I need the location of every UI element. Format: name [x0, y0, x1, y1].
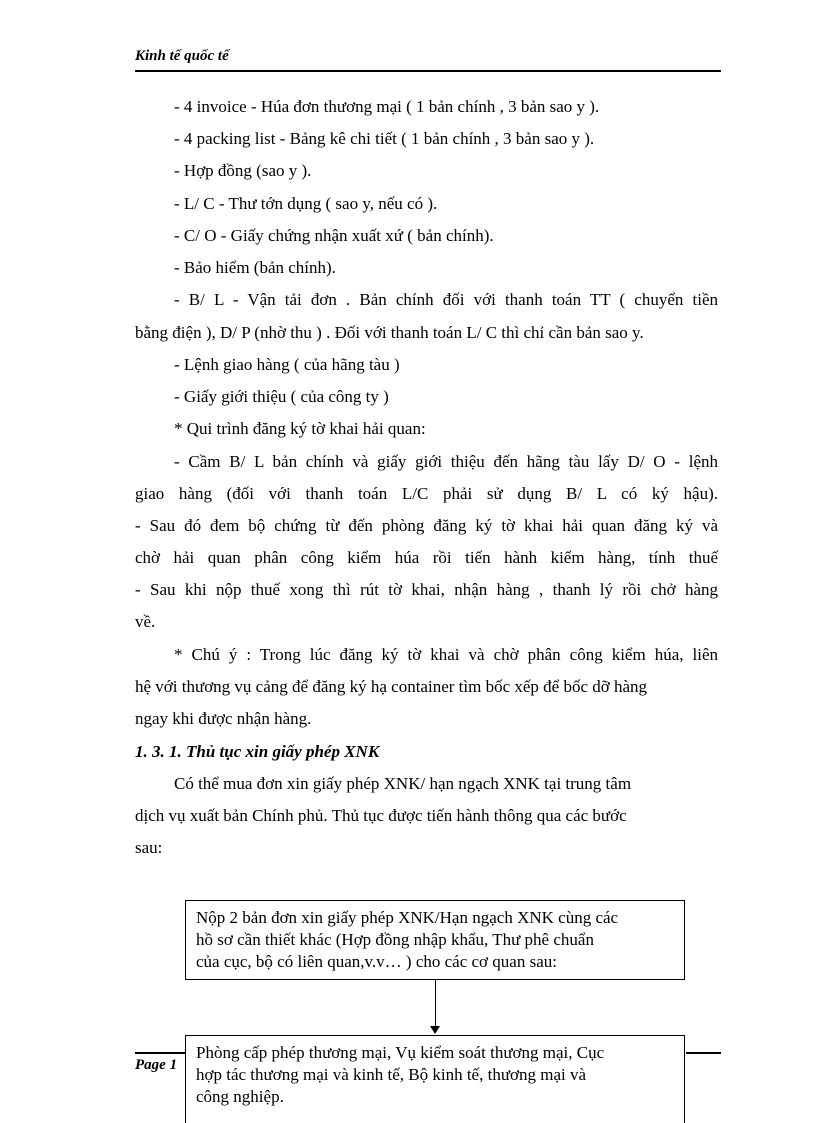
flow-box-line: công nghiệp. [196, 1087, 284, 1106]
doc-line: - 4 invoice - Húa đơn thương mại ( 1 bản chính , 3 bản sao y ). [174, 97, 600, 116]
doc-line: - Bảo hiểm (bản chính). [174, 258, 336, 277]
doc-line: - Giấy giới thiệu ( của công ty ) [174, 387, 389, 406]
doc-line: - Hợp đồng (sao y ). [174, 161, 312, 180]
doc-line: * Qui trình đăng ký tờ khai hải quan: [174, 419, 426, 438]
flow-box-agencies [185, 1035, 685, 1123]
section-heading: 1. 3. 1. Thủ tục xin giấy phép XNK [135, 742, 380, 761]
header-rule [135, 70, 721, 72]
footer-rule [135, 1052, 187, 1054]
doc-line: - L/ C - Thư tớn dụng ( sao y, nếu có ). [174, 194, 438, 213]
flow-box-line: Nộp 2 bản đơn xin giấy phép XNK/Hạn ngạch XNK cùng các [196, 908, 619, 927]
flow-box-line: Phòng cấp phép thương mại, Vụ kiểm soát thương mại, Cục [196, 1043, 605, 1062]
flow-box-line: hồ sơ cần thiết khác (Hợp đồng nhập khẩu, Thư phê chuẩn [196, 930, 594, 949]
footer-page-label: Page 1 [135, 1057, 178, 1073]
doc-line: - Sau đó đem bộ chứng từ đến phòng đăng ký tờ khai hải quan đăng ký và [135, 516, 718, 535]
doc-line: về. [135, 612, 156, 631]
header-title: Kinh tế quốc tế [135, 48, 229, 64]
footer-rule [686, 1052, 721, 1054]
doc-line: chờ hải quan phân công kiểm húa rồi tiến hành kiểm hàng, tính thuế [135, 548, 718, 567]
doc-line: giao hàng (đối với thanh toán L/C phải sử dụng B/ L có ký hậu). [135, 484, 718, 503]
doc-line: ngay khi được nhận hàng. [135, 709, 312, 728]
doc-line: hệ với thương vụ cảng để đăng ký hạ container tìm bốc xếp để bốc dỡ hàng [135, 677, 648, 696]
doc-line: * Chú ý : Trong lúc đăng ký tờ khai và chờ phân công kiểm húa, liên [174, 645, 718, 664]
flow-arrow-line [435, 980, 436, 1028]
flow-arrow-head [430, 1026, 440, 1034]
doc-line: bằng điện ), D/ P (nhờ thu ) . Đối với thanh toán L/ C thì chỉ cần bản sao y. [135, 323, 644, 342]
section-line: dịch vụ xuất bản Chính phủ. Thủ tục được tiến hành thông qua các bước [135, 806, 627, 825]
doc-line: - 4 packing list - Bảng kê chi tiết ( 1 bản chính , 3 bản sao y ). [174, 129, 595, 148]
doc-line: - Cầm B/ L bản chính và giấy giới thiệu đến hãng tàu lấy D/ O - lệnh [174, 452, 718, 471]
doc-line: - Sau khi nộp thuế xong thì rút tờ khai, nhận hàng , thanh lý rồi chở hàng [135, 580, 718, 599]
doc-line: - Lệnh giao hàng ( của hãng tàu ) [174, 355, 400, 374]
doc-line: - B/ L - Vận tải đơn . Bản chính đối với thanh toán TT ( chuyển tiền [174, 290, 718, 309]
flow-box-submit [185, 900, 685, 980]
flow-box-line: của cục, bộ có liên quan,v.v… ) cho các cơ quan sau: [196, 952, 557, 971]
section-line: Có thể mua đơn xin giấy phép XNK/ hạn ngạch XNK tại trung tâm [174, 774, 632, 793]
flow-box-line: hợp tác thương mại và kinh tế, Bộ kinh tế, thương mại và [196, 1065, 587, 1084]
section-line: sau: [135, 838, 163, 857]
doc-line: - C/ O - Giấy chứng nhận xuất xứ ( bản chính). [174, 226, 494, 245]
